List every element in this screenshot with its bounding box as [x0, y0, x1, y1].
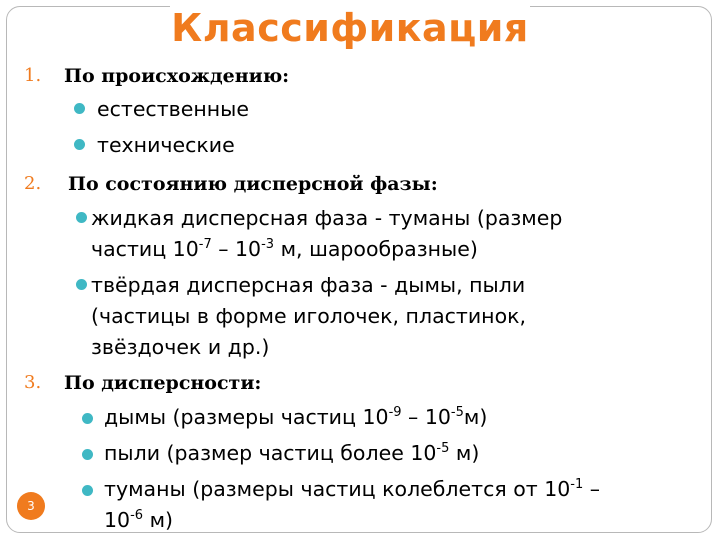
section-number-2: 2. — [24, 173, 42, 194]
list-item-line: частиц $10^{-7} - 10^{-3}$ м, шарообразные) — [91, 237, 478, 261]
list-item-line: $10^{-6}$ м) — [104, 508, 174, 532]
list-item: дымы (размеры частиц $10^{-9} - 10^{-5}м$) — [104, 405, 488, 429]
title-container — [170, 0, 530, 56]
section-heading-3: По дисперсности: — [64, 372, 262, 394]
list-item: естественные — [97, 97, 249, 121]
bullet-icon — [74, 103, 85, 114]
list-item-line: туманы (размеры частиц колеблется от $10^{-1}$ – — [104, 477, 601, 501]
page-number-badge: 3 — [17, 492, 45, 520]
list-item-line: жидкая дисперсная фаза - туманы (размер — [91, 206, 563, 230]
bullet-icon — [82, 449, 93, 460]
list-item-line: звёздочек и др.) — [91, 335, 270, 359]
section-number-3: 3. — [24, 372, 42, 393]
bullet-icon — [82, 485, 93, 496]
slide-title: Классификация — [171, 6, 529, 50]
list-item-line: твёрдая дисперсная фаза - дымы, пыли — [91, 273, 526, 297]
section-heading-1: По происхождению: — [64, 65, 290, 87]
bullet-icon — [76, 212, 87, 223]
bullet-icon — [76, 279, 87, 290]
list-item: пыли (размер частиц более $10^{-5}$ м) — [104, 441, 480, 465]
section-number-1: 1. — [24, 65, 42, 86]
bullet-icon — [74, 139, 85, 150]
list-item: технические — [97, 133, 235, 157]
section-heading-2: По состоянию дисперсной фазы: — [68, 173, 438, 195]
list-item-line: (частицы в форме иголочек, пластинок, — [91, 304, 527, 328]
bullet-icon — [82, 413, 93, 424]
